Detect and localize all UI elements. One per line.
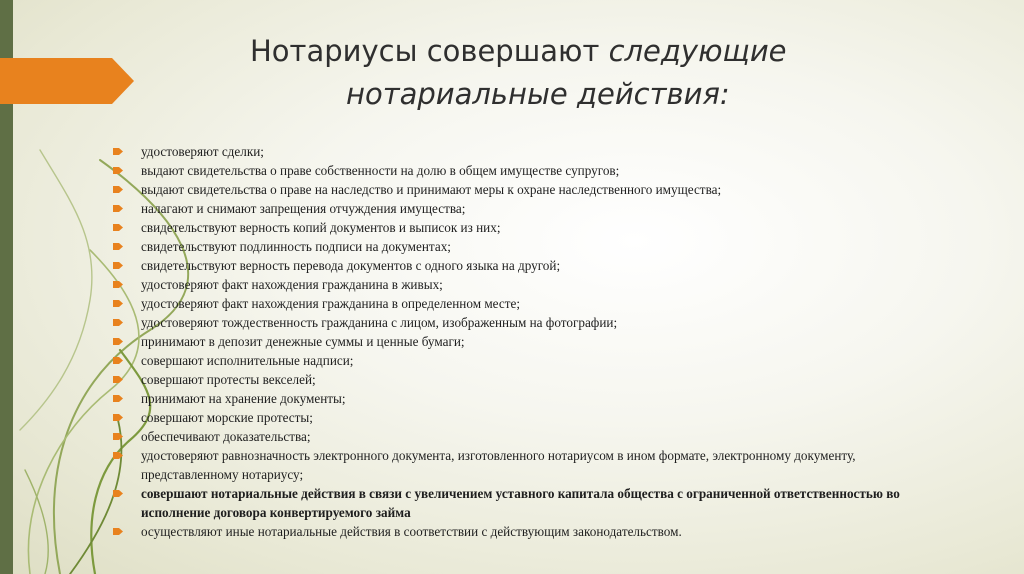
notary-actions-list: [113, 142, 913, 541]
list-item: свидетельствуют верность копий документов и выписок из них;: [113, 218, 913, 237]
arrow-bullet-icon: [113, 527, 123, 536]
list-item: свидетельствуют подлинность подписи на документах;: [113, 237, 913, 256]
arrow-bullet-icon: [113, 147, 123, 156]
list-item: выдают свидетельства о праве собственности на долю в общем имуществе супругов;: [113, 161, 913, 180]
list-item: удостоверяют факт нахождения гражданина в живых;: [113, 275, 913, 294]
arrow-bullet-icon: [113, 204, 123, 213]
orange-arrow-tab: [0, 58, 134, 104]
arrow-bullet-icon: [113, 413, 123, 422]
list-item: совершают исполнительные надписи;: [113, 351, 913, 370]
arrow-bullet-icon: [113, 432, 123, 441]
arrow-bullet-icon: [113, 280, 123, 289]
list-item: удостоверяют сделки;: [113, 142, 913, 161]
list-item: совершают протесты векселей;: [113, 370, 913, 389]
arrow-bullet-icon: [113, 185, 123, 194]
arrow-bullet-icon: [113, 356, 123, 365]
arrow-bullet-icon: [113, 489, 123, 498]
arrow-bullet-icon: [113, 318, 123, 327]
title-part-italic: следующие: [608, 34, 787, 68]
list-item: принимают на хранение документы;: [113, 389, 913, 408]
arrow-bullet-icon: [113, 375, 123, 384]
arrow-bullet-icon: [113, 451, 123, 460]
list-item: налагают и снимают запрещения отчуждения имущества;: [113, 199, 913, 218]
arrow-bullet-icon: [113, 299, 123, 308]
arrow-bullet-icon: [113, 166, 123, 175]
list-item: удостоверяют тождественность гражданина с лицом, изображенным на фотографии;: [113, 313, 913, 332]
list-item: свидетельствуют верность перевода документов с одного языка на другой;: [113, 256, 913, 275]
list-item: принимают в депозит денежные суммы и ценные бумаги;: [113, 332, 913, 351]
arrow-bullet-icon: [113, 223, 123, 232]
list-item: удостоверяют факт нахождения гражданина в определенном месте;: [113, 294, 913, 313]
arrow-bullet-icon: [113, 337, 123, 346]
list-item: выдают свидетельства о праве на наследство и принимают меры к охране наследственного имущества;: [113, 180, 913, 199]
arrow-bullet-icon: [113, 394, 123, 403]
list-item: обеспечивают доказательства;: [113, 427, 913, 446]
list-item: совершают морские протесты;: [113, 408, 913, 427]
title-part-regular: Нотариусы совершают: [250, 34, 609, 68]
arrow-bullet-icon: [113, 242, 123, 251]
slide-title: [250, 30, 890, 116]
list-item: осуществляют иные нотариальные действия в соответствии с действующим законодательством.: [113, 522, 913, 541]
title-line-2: нотариальные действия:: [346, 77, 730, 111]
arrow-bullet-icon: [113, 261, 123, 270]
list-item-bold: совершают нотариальные действия в связи с увеличением уставного капитала общества с ограниченной ответственностью во исполнение договора конвертируемого займа: [113, 484, 913, 522]
list-item: удостоверяют равнозначность электронного документа, изготовленного нотариусом в ином формате, электронному документу, представленному нотариусу;: [113, 446, 913, 484]
